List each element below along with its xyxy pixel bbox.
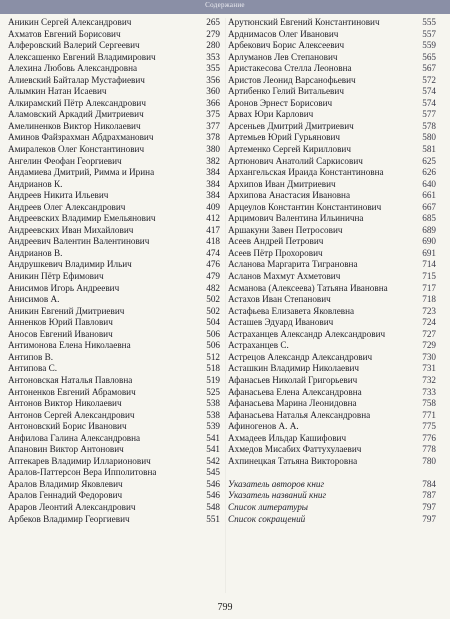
toc-entry-page: 538 — [206, 409, 220, 420]
toc-entry[interactable] — [8, 144, 220, 156]
toc-entry-page: 518 — [206, 363, 220, 374]
toc-entry-name: Алиевский Байталар Мустафиевич — [8, 74, 145, 85]
toc-entry-page: 714 — [422, 259, 436, 270]
toc-entry-page: 574 — [422, 97, 436, 108]
toc-entry-page: 502 — [206, 294, 220, 305]
toc-entry[interactable] — [228, 202, 436, 214]
toc-entry-name: Аралов Геннадий Федорович — [8, 490, 123, 501]
toc-entry-name: Антонов Виктор Николаевич — [8, 398, 122, 409]
toc-entry-name: Асташкин Владимир Николаевич — [228, 363, 359, 374]
toc-entry-name: Алексашенко Евгений Владимирович — [8, 51, 156, 62]
toc-entry-page: 727 — [422, 328, 436, 339]
toc-entry-name: Андреевских Иван Михайлович — [8, 224, 134, 235]
toc-entry-name: Анфилова Галина Александровна — [8, 432, 141, 443]
toc-entry[interactable] — [8, 40, 220, 52]
toc-entry[interactable] — [8, 410, 220, 422]
toc-entry-name: Асеев Пётр Прохорович — [228, 247, 323, 258]
toc-entry[interactable] — [228, 271, 436, 283]
toc-entry[interactable] — [8, 52, 220, 64]
toc-entry[interactable] — [8, 456, 220, 468]
toc-entry-page: 775 — [422, 421, 436, 432]
toc-entry-name: Список литературы — [228, 501, 309, 512]
toc-entry-page: 784 — [422, 478, 436, 489]
toc-entry[interactable] — [228, 190, 436, 202]
toc-entry[interactable] — [8, 375, 220, 387]
toc-entry-page: 355 — [206, 63, 220, 74]
toc-entry-name: Астраханцев С. — [228, 340, 289, 351]
toc-entry[interactable] — [228, 352, 436, 364]
toc-entry[interactable] — [8, 190, 220, 202]
toc-entry-page: 384 — [206, 167, 220, 178]
toc-entry-page: 502 — [206, 305, 220, 316]
toc-entry-page: 382 — [206, 155, 220, 166]
toc-entry[interactable] — [228, 456, 436, 468]
toc-entry-name: Ахмадеев Ильдар Кашифович — [228, 432, 347, 443]
toc-entry-name: Андрушкевич Владимир Ильич — [8, 259, 132, 270]
toc-entry[interactable] — [228, 40, 436, 52]
toc-entry[interactable] — [228, 363, 436, 375]
toc-entry[interactable] — [228, 467, 436, 479]
toc-entry-page: 512 — [206, 351, 220, 362]
toc-entry-page: 626 — [422, 167, 436, 178]
toc-entry-name: Аристов Леонид Варсанофьевич — [228, 74, 356, 85]
toc-entry[interactable] — [228, 29, 436, 41]
toc-entry-page: 546 — [206, 490, 220, 501]
toc-entry-page: 715 — [422, 271, 436, 282]
toc-entry-page: 685 — [422, 213, 436, 224]
toc-entry-page: 356 — [206, 74, 220, 85]
toc-entry-page: 546 — [206, 478, 220, 489]
toc-entry-page: 555 — [422, 17, 436, 27]
toc-entry-name: Алферовский Валерий Сергеевич — [8, 40, 140, 51]
toc-entry[interactable] — [8, 363, 220, 375]
toc-entry-page: 787 — [422, 490, 436, 501]
toc-entry-name: Арднимасов Олег Иванович — [228, 28, 339, 39]
toc-entry-name: Аралов Владимир Яковлевич — [8, 478, 123, 489]
toc-entry-name: Аронов Эрнест Борисович — [228, 97, 333, 108]
toc-entry-name: Амиралеков Олег Константинович — [8, 144, 145, 155]
toc-entry[interactable] — [8, 340, 220, 352]
toc-entry[interactable] — [8, 352, 220, 364]
toc-entry-name: Антипов В. — [8, 351, 54, 362]
toc-entry-page: 730 — [422, 351, 436, 362]
toc-entry[interactable] — [228, 421, 436, 433]
toc-entry-name: Арбекович Борис Алексеевич — [228, 40, 345, 51]
toc-entry[interactable] — [8, 329, 220, 341]
toc-entry-page: 280 — [206, 40, 220, 51]
toc-entry-name: Афанасьева Марина Леонидовна — [228, 398, 357, 409]
toc-entry[interactable] — [8, 306, 220, 318]
toc-entry-name: Антоненков Евгений Абрамович — [8, 386, 136, 397]
toc-entry-name: Андреевских Владимир Емельянович — [8, 213, 156, 224]
toc-entry-page: 479 — [206, 271, 220, 282]
toc-entry-name: Арвах Юри Карлович — [228, 109, 314, 120]
toc-entry-name: Аносов Евгений Иванович — [8, 328, 113, 339]
toc-entry-page: 417 — [206, 224, 220, 235]
toc-entry[interactable] — [8, 479, 220, 491]
toc-entry[interactable] — [8, 283, 220, 295]
toc-entry-name: Артибенко Гелий Витальевич — [228, 86, 344, 97]
toc-entry[interactable] — [228, 479, 436, 491]
toc-entry-name: Арлуманов Лев Степанович — [228, 51, 338, 62]
toc-entry-page: 265 — [206, 17, 220, 27]
toc-entry-page: 545 — [206, 467, 220, 478]
toc-entry-name: Анисимов Игорь Андреевич — [8, 282, 120, 293]
toc-entry-page: 661 — [422, 190, 436, 201]
toc-entry-page: 360 — [206, 86, 220, 97]
toc-entry[interactable] — [228, 317, 436, 329]
toc-entry[interactable] — [8, 98, 220, 110]
toc-entry-page: 689 — [422, 224, 436, 235]
toc-entry[interactable] — [228, 17, 436, 29]
toc-entry-page: 541 — [206, 444, 220, 455]
toc-entry[interactable] — [8, 156, 220, 168]
toc-entry-name: Аламовский Аркадий Дмитриевич — [8, 109, 144, 120]
toc-entry-page: 384 — [206, 178, 220, 189]
toc-entry[interactable] — [8, 398, 220, 410]
toc-entry-name: Андамиева Дмитрий, Римма и Ирина — [8, 167, 155, 178]
toc-entry-page: 353 — [206, 51, 220, 62]
toc-entry[interactable] — [228, 121, 436, 133]
toc-entry-page: 474 — [206, 247, 220, 258]
toc-entry-page: 506 — [206, 328, 220, 339]
toc-entry[interactable] — [8, 236, 220, 248]
toc-entry[interactable] — [228, 375, 436, 387]
toc-entry[interactable] — [228, 294, 436, 306]
toc-entry[interactable] — [228, 387, 436, 399]
toc-left-column — [8, 17, 220, 525]
toc-entry-page: 525 — [206, 386, 220, 397]
toc-entry-page: 409 — [206, 201, 220, 212]
toc-entry[interactable] — [8, 167, 220, 179]
toc-entry-page: 574 — [422, 86, 436, 97]
toc-entry-page: 723 — [422, 305, 436, 316]
toc-entry-page: 506 — [206, 340, 220, 351]
toc-entry-page: 541 — [206, 432, 220, 443]
toc-entry[interactable] — [228, 248, 436, 260]
toc-entry-page: 581 — [422, 144, 436, 155]
toc-entry-name: Афанасьева Елена Александровна — [228, 386, 362, 397]
toc-entry[interactable] — [8, 225, 220, 237]
toc-entry[interactable] — [8, 75, 220, 87]
toc-entry-name: Алымкин Натан Исаевич — [8, 86, 107, 97]
toc-entry[interactable] — [228, 259, 436, 271]
toc-entry-name: Список сокращений — [228, 513, 306, 524]
toc-entry[interactable] — [228, 490, 436, 502]
toc-entry-page: 733 — [422, 386, 436, 397]
toc-entry-name: Архипов Иван Дмитриевич — [228, 178, 336, 189]
toc-entry-page: 731 — [422, 363, 436, 374]
toc-entry[interactable] — [8, 179, 220, 191]
toc-entry-page: 640 — [422, 178, 436, 189]
toc-entry[interactable] — [228, 444, 436, 456]
toc-entry[interactable] — [228, 156, 436, 168]
toc-entry[interactable] — [228, 329, 436, 341]
toc-entry-name: Антонов Сергей Александрович — [8, 409, 135, 420]
toc-entry[interactable] — [8, 317, 220, 329]
toc-entry[interactable] — [228, 340, 436, 352]
toc-entry-page: 412 — [206, 213, 220, 224]
toc-entry[interactable] — [228, 236, 436, 248]
toc-entry-page: 797 — [422, 501, 436, 512]
toc-entry-page: 476 — [206, 259, 220, 270]
toc-entry[interactable] — [8, 202, 220, 214]
toc-entry-page: 690 — [422, 236, 436, 247]
toc-entry[interactable] — [228, 502, 436, 514]
toc-entry-page: 548 — [206, 501, 220, 512]
toc-entry-name: Апановин Виктор Антонович — [8, 444, 124, 455]
toc-entry[interactable] — [8, 132, 220, 144]
toc-entry[interactable] — [228, 179, 436, 191]
toc-entry[interactable] — [228, 132, 436, 144]
toc-entry-page: 539 — [206, 421, 220, 432]
toc-entry[interactable] — [228, 433, 436, 445]
toc-entry[interactable] — [8, 213, 220, 225]
toc-entry-name: Арбеков Владимир Георгиевич — [8, 513, 130, 524]
toc-entry[interactable] — [228, 144, 436, 156]
toc-entry[interactable] — [8, 433, 220, 445]
toc-entry-name: Афанасьев Николай Григорьевич — [228, 374, 358, 385]
toc-entry-page: 691 — [422, 247, 436, 258]
toc-entry-page: 718 — [422, 294, 436, 305]
toc-entry-name: Ахмедов Мисабих Фаттухулаевич — [228, 444, 362, 455]
toc-entry-name: Арцеулов Константин Константинович — [228, 201, 382, 212]
toc-entry-page: 797 — [422, 513, 436, 524]
toc-entry-name: Андреевич Валентин Валентинович — [8, 236, 150, 247]
toc-entry-page: 418 — [206, 236, 220, 247]
toc-entry-name: Аминов Файзрахман Абдрахманович — [8, 132, 154, 143]
toc-entry-name: Антимонова Елена Николаевна — [8, 340, 131, 351]
toc-entry[interactable] — [8, 271, 220, 283]
toc-entry[interactable] — [228, 306, 436, 318]
toc-entry[interactable] — [228, 514, 436, 526]
toc-entry-name: Аристакесова Стелла Леоновна — [228, 63, 352, 74]
toc-entry-name: Арцимович Валентина Ильинична — [228, 213, 364, 224]
toc-entry[interactable] — [228, 398, 436, 410]
toc-entry-page: 279 — [206, 28, 220, 39]
toc-entry-name: Артюнович Анатолий Саркисович — [228, 155, 363, 166]
toc-entry-name: Артеменко Сергей Кириллович — [228, 144, 351, 155]
toc-entry-page: 572 — [422, 74, 436, 85]
toc-entry-name: Арутюнский Евгений Константинович — [228, 17, 380, 27]
toc-entry[interactable] — [8, 467, 220, 479]
toc-entry-name: Амелиненков Виктор Николаевич — [8, 120, 141, 131]
toc-entry-name: Архипова Анастасия Ивановна — [228, 190, 351, 201]
toc-entry-name: Андрианов К. — [8, 178, 63, 189]
column-divider — [225, 18, 226, 593]
toc-entry-name: Афиногенов А. А. — [228, 421, 299, 432]
toc-entry-page: 758 — [422, 398, 436, 409]
toc-entry-name: Ахматов Евгений Борисович — [8, 28, 121, 39]
toc-entry-name: Антоновская Наталья Павловна — [8, 374, 133, 385]
toc-entry-name: Аникин Сергей Александрович — [8, 17, 132, 27]
toc-right-column — [228, 17, 436, 525]
toc-entry[interactable] — [228, 52, 436, 64]
toc-entry-name: Астафьева Елизавета Яковлевна — [228, 305, 355, 316]
toc-entry-name: Антипова С. — [8, 363, 58, 374]
toc-entry-name: Астраханцев Александр Александрович — [228, 328, 386, 339]
toc-entry-page: 625 — [422, 155, 436, 166]
toc-entry-page: 519 — [206, 374, 220, 385]
toc-entry-page: 542 — [206, 455, 220, 466]
toc-entry-page: 366 — [206, 97, 220, 108]
toc-entry-page: 780 — [422, 455, 436, 466]
toc-entry-name: Андреев Никита Ильевич — [8, 190, 109, 201]
toc-entry-name: Аникин Евгений Дмитриевич — [8, 305, 125, 316]
toc-entry[interactable] — [8, 421, 220, 433]
toc-entry[interactable] — [8, 121, 220, 133]
toc-entry-name: Асеев Андрей Петрович — [228, 236, 324, 247]
toc-entry-page: 380 — [206, 144, 220, 155]
toc-entry-page: 538 — [206, 398, 220, 409]
toc-entry-name: Алкирамский Пётр Александрович — [8, 97, 146, 108]
toc-entry-page: 559 — [422, 40, 436, 51]
toc-entry[interactable] — [228, 213, 436, 225]
toc-entry[interactable] — [228, 109, 436, 121]
toc-entry[interactable] — [228, 86, 436, 98]
toc-entry[interactable] — [228, 75, 436, 87]
toc-entry-page: 375 — [206, 109, 220, 120]
toc-entry-name: Асташев Эдуард Иванович — [228, 317, 334, 328]
toc-entry-name: Асланова Маргарита Тиграновна — [228, 259, 358, 270]
toc-entry-name: Алехина Любовь Александровна — [8, 63, 138, 74]
toc-entry-name: Аникин Пётр Ефимович — [8, 271, 104, 282]
page-header-title: Содержание — [205, 1, 245, 9]
toc-entry-name: Антоновский Борис Иванович — [8, 421, 127, 432]
toc-entry-name: Аршакуни Завен Петросович — [228, 224, 343, 235]
toc-entry-name: Указатель авторов книг — [228, 478, 325, 489]
toc-entry[interactable] — [8, 502, 220, 514]
toc-entry-name: Артемьев Юрий Гурьянович — [228, 132, 341, 143]
toc-entry[interactable] — [8, 63, 220, 75]
toc-entry[interactable] — [228, 225, 436, 237]
toc-entry-name: Анненков Юрий Павлович — [8, 317, 113, 328]
toc-entry-name: Анисимов А. — [8, 294, 60, 305]
toc-entry-page: 778 — [422, 444, 436, 455]
toc-entry-page: 732 — [422, 374, 436, 385]
toc-entry-page: 717 — [422, 282, 436, 293]
toc-entry-page: 724 — [422, 317, 436, 328]
toc-entry-page: 565 — [422, 51, 436, 62]
toc-entry-name: Асланов Махмут Ахметович — [228, 271, 341, 282]
toc-entry[interactable] — [8, 29, 220, 41]
toc-entry-name: Араров Леонтий Александрович — [8, 501, 136, 512]
toc-entry-page: 771 — [422, 409, 436, 420]
toc-entry-page: 377 — [206, 120, 220, 131]
toc-entry[interactable] — [228, 410, 436, 422]
toc-entry[interactable] — [8, 387, 220, 399]
toc-entry-page: 482 — [206, 282, 220, 293]
toc-entry[interactable] — [8, 294, 220, 306]
toc-entry-page: 577 — [422, 109, 436, 120]
toc-entry[interactable] — [8, 259, 220, 271]
toc-entry-page: 667 — [422, 201, 436, 212]
page-number: 799 — [217, 602, 233, 613]
toc-entry[interactable] — [8, 490, 220, 502]
toc-entry-name: Аралов-Паттерсон Вера Ипполитовна — [8, 467, 157, 478]
toc-entry[interactable] — [228, 63, 436, 75]
toc-entry[interactable] — [8, 514, 220, 526]
toc-entry-page: 551 — [206, 513, 220, 524]
toc-entry-page: 557 — [422, 28, 436, 39]
toc-entry-name: Указатель названий книг — [228, 490, 327, 501]
toc-entry[interactable] — [8, 248, 220, 260]
toc-entry[interactable] — [8, 17, 220, 29]
toc-entry[interactable] — [228, 98, 436, 110]
toc-entry-name: Ангелин Феофан Георгиевич — [8, 155, 122, 166]
toc-entry-page: 729 — [422, 340, 436, 351]
toc-entry-name: Афанасьева Наталья Александровна — [228, 409, 371, 420]
toc-entry-name: Андрианов В. — [8, 247, 63, 258]
toc-entry[interactable] — [228, 283, 436, 295]
toc-entry-page: 384 — [206, 190, 220, 201]
toc-entry[interactable] — [8, 86, 220, 98]
toc-entry[interactable] — [8, 444, 220, 456]
toc-entry-page: 580 — [422, 132, 436, 143]
toc-entry[interactable] — [8, 109, 220, 121]
toc-entry-name: Андреев Олег Александрович — [8, 201, 126, 212]
toc-entry-page: 567 — [422, 63, 436, 74]
toc-entry[interactable] — [228, 167, 436, 179]
toc-entry-name: Архангельская Ираида Константиновна — [228, 167, 384, 178]
toc-entry-name: Арсеньев Дмитрий Дмитриевич — [228, 120, 354, 131]
toc-entry-name: Ахпинецкая Татьяна Викторовна — [228, 455, 358, 466]
toc-entry-page: 578 — [422, 120, 436, 131]
toc-entry-name: Асманова (Алексеева) Татьяна Ивановна — [228, 282, 388, 293]
toc-entry-page: 504 — [206, 317, 220, 328]
toc-entry-page: 378 — [206, 132, 220, 143]
toc-entry-name: Астрецов Александр Александрович — [228, 351, 373, 362]
toc-entry-name: Аптекарев Владимир Илларионович — [8, 455, 151, 466]
toc-entry-name: Астахов Иван Степанович — [228, 294, 331, 305]
toc-entry-page: 776 — [422, 432, 436, 443]
